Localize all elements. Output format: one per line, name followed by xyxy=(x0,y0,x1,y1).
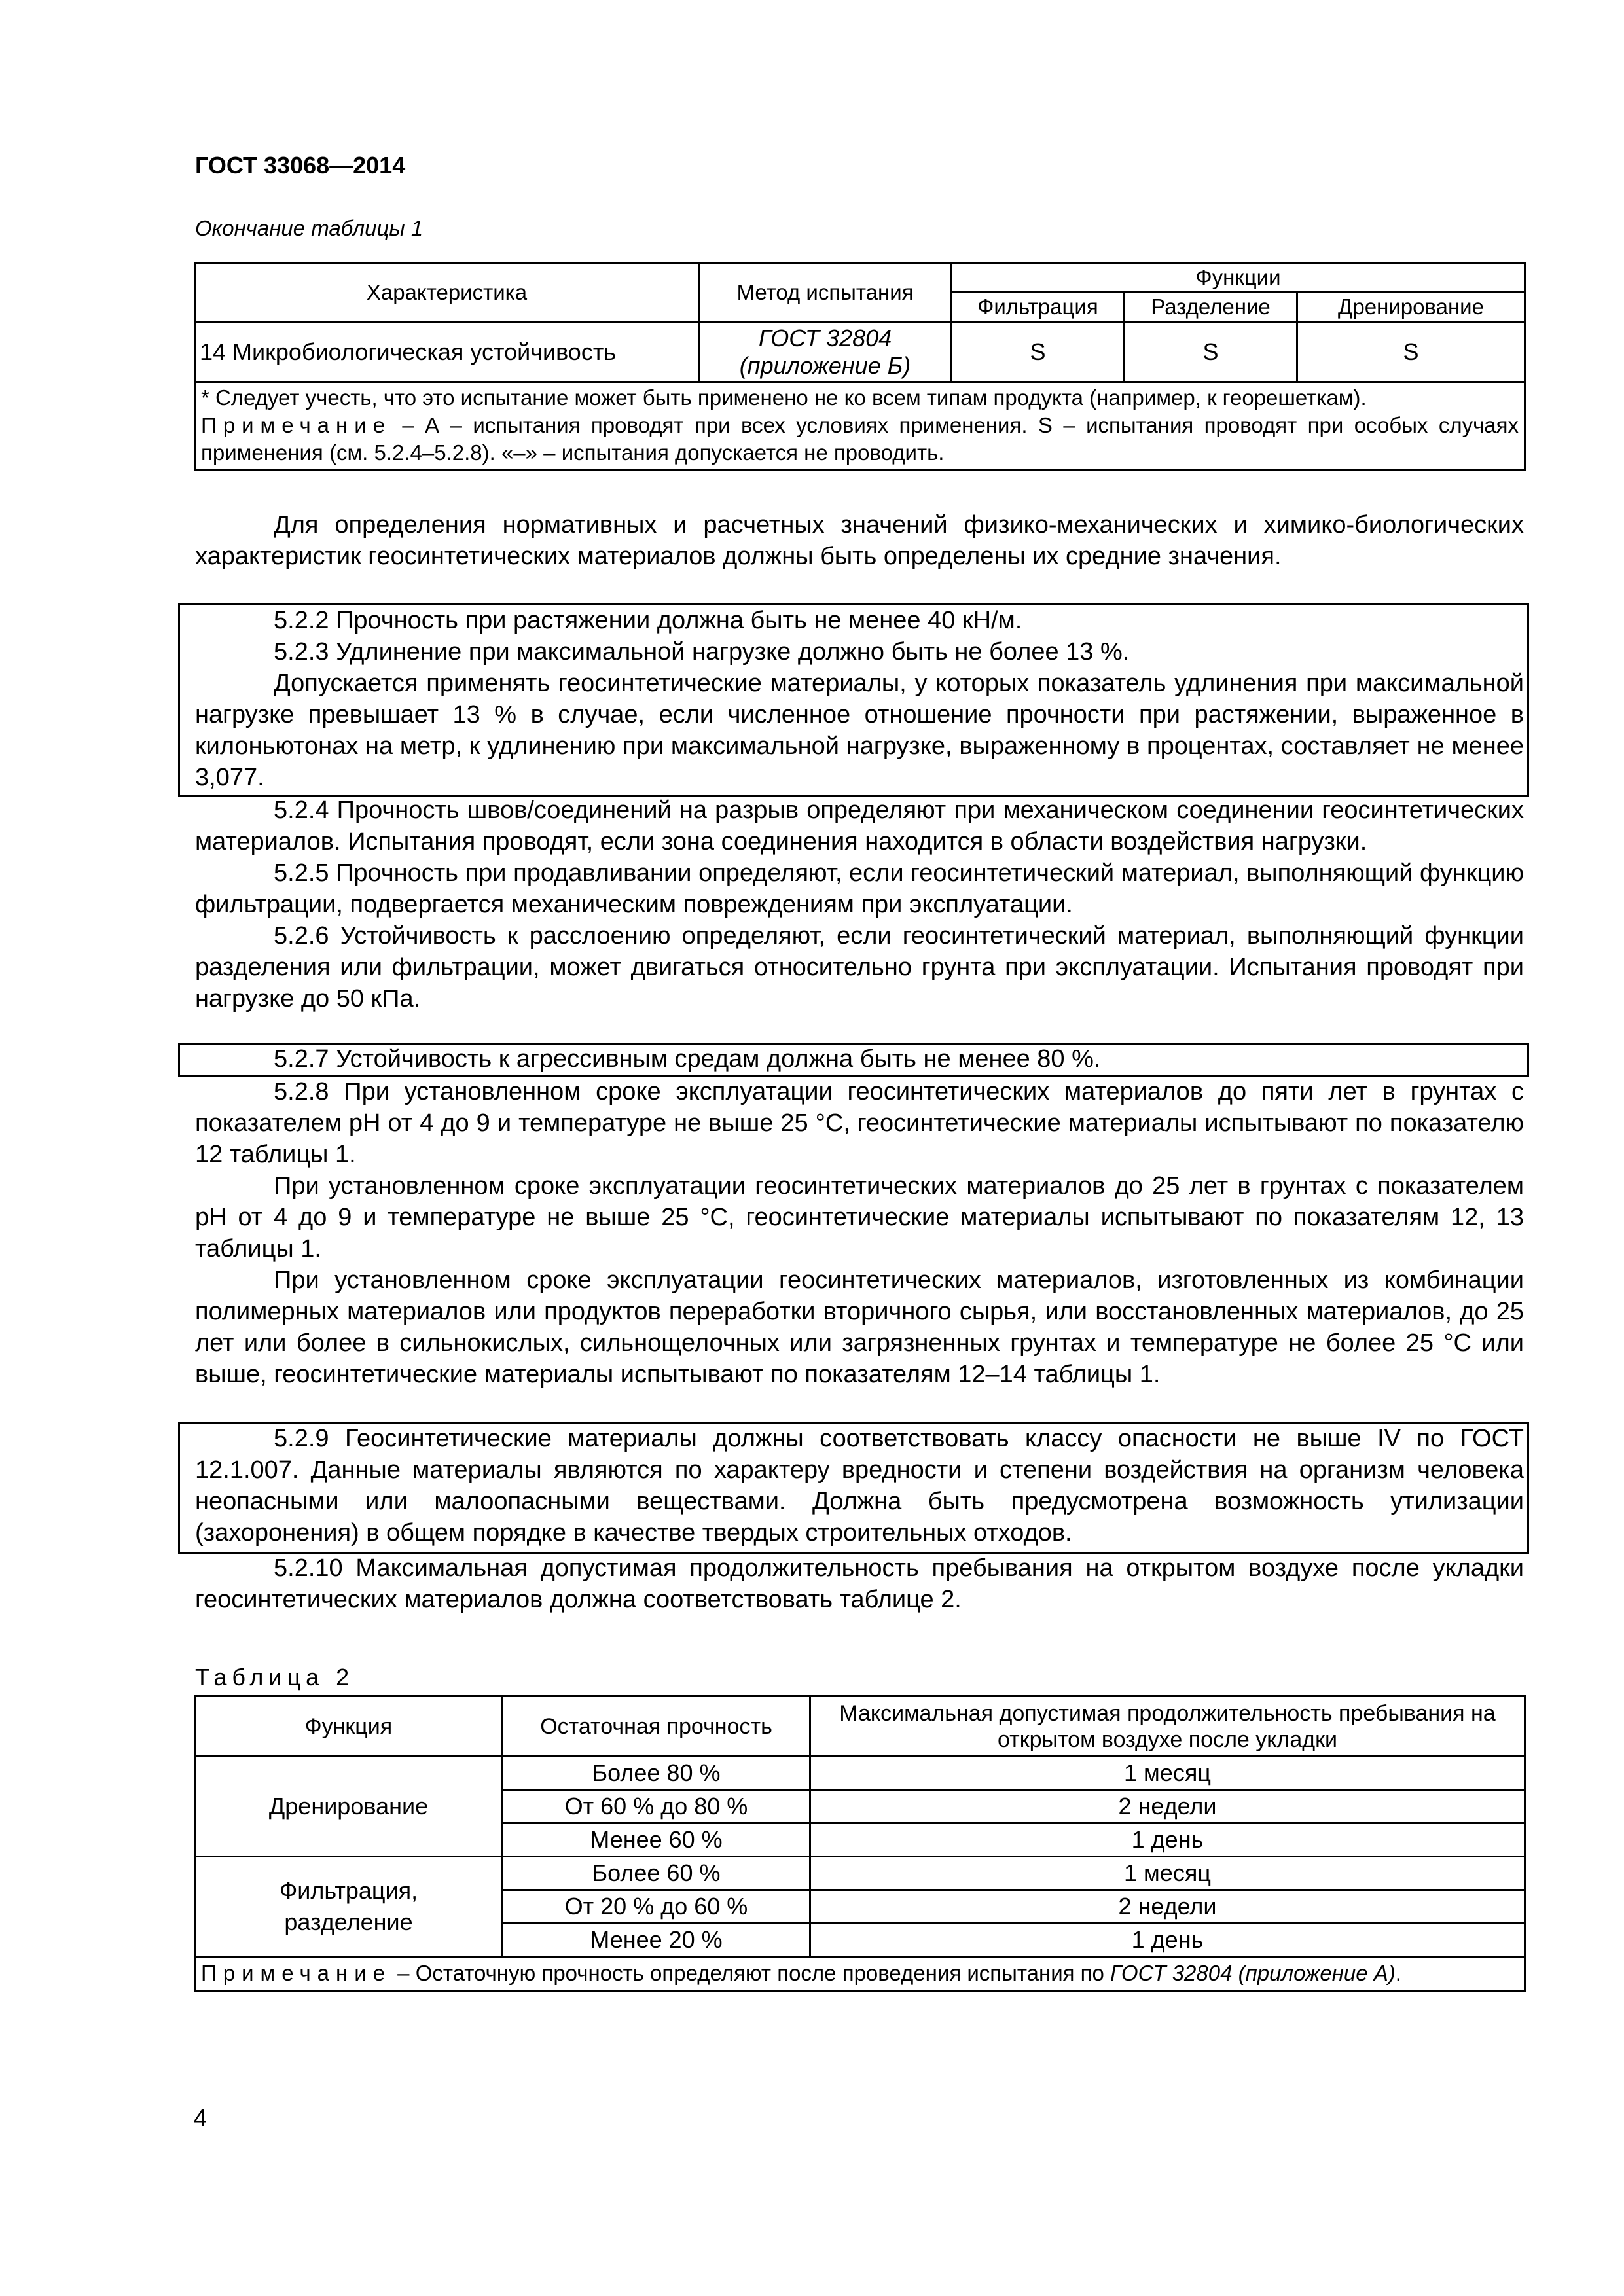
t1-notes xyxy=(195,382,1525,471)
t2-residual: От 60 % до 80 % xyxy=(503,1790,810,1823)
table1-caption: Окончание таблицы 1 xyxy=(195,216,424,240)
t1-header-method: Метод испытания xyxy=(699,263,952,322)
paragraph-5-2-5: 5.2.5 Прочность при продавливании определяют, если геосинтетический материал, выполняющий функцию фильтрации, подвергается механическим повреждениям при эксплуатации. xyxy=(195,859,1524,918)
t2-residual: Менее 20 % xyxy=(503,1924,810,1957)
paragraph-5-2-8b: При установленном сроке эксплуатации геосинтетических материалов до 25 лет в грунтах с показателем рН от 4 до 9 и температуре не выше 25 °С, геосинтетические материалы испытывают по показателям 12, 13 таблицы 1. xyxy=(195,1172,1524,1263)
section-528 xyxy=(195,1076,1524,1390)
paragraph-5-2-10: 5.2.10 Максимальная допустимая продолжительность пребывания на открытом воздухе после укладки геосинтетических материалов должна соответствовать таблице 2. xyxy=(195,1554,1524,1613)
t2-duration: 1 месяц xyxy=(810,1857,1525,1890)
paragraph-5-2-8: 5.2.8 При установленном сроке эксплуатации геосинтетических материалов до пяти лет в грунтах с показателем рН от 4 до 9 и температуре не выше 25 °С, геосинтетические материалы испытывают по показателю 12 таблицы 1. xyxy=(195,1078,1524,1168)
t2-duration: 1 день xyxy=(810,1924,1525,1957)
t1-row-characteristic: 14 Микробиологическая устойчивость xyxy=(195,322,699,382)
t1-header-filtration: Фильтрация xyxy=(952,293,1125,322)
t2-note xyxy=(195,1957,1525,1992)
t1-row-separation: S xyxy=(1125,322,1297,382)
paragraph-5-2-3b: Допускается применять геосинтетические материалы, у которых показатель удлинения при максимальной нагрузке превышает 13 % в случае, если численное отношение прочности при растяжении, выраженное в килоньютонах на метр, к удлинению при максимальной нагрузке, выраженному в процентах, составляет не менее 3,077. xyxy=(195,670,1524,791)
table2-caption: Таблица 2 xyxy=(195,1664,355,1691)
table-row xyxy=(195,1857,1525,1890)
t2-header-duration: Максимальная допустимая продолжительность пребывания на открытом воздухе после укладки xyxy=(810,1696,1525,1757)
paragraph-5-2-4: 5.2.4 Прочность швов/соединений на разрыв определяют при механическом соединении геосинтетических материалов. Испытания проводят, если зона соединения находится в области воздействия нагрузки. xyxy=(195,797,1524,855)
table-1-end xyxy=(194,262,1526,471)
section-524-526 xyxy=(195,795,1524,1014)
t2-duration: 1 месяц xyxy=(810,1757,1525,1790)
section-5210 xyxy=(195,1552,1524,1615)
table-2 xyxy=(194,1695,1526,1992)
t2-header-function: Функция xyxy=(195,1696,503,1757)
paragraph-5-2-8c: При установленном сроке эксплуатации геосинтетических материалов, изготовленных из комбинации полимерных материалов или продуктов переработки вторичного сырья, или восстановленных материалов, до 25 лет или более в сильнокислых, сильнощелочных или загрязненных грунтах и температуре не более 25 °С или выше, геосинтетические материалы испытывают по показателям 12–14 таблицы 1. xyxy=(195,1266,1524,1388)
t1-header-functions: Функции xyxy=(952,263,1525,293)
t1-row-method xyxy=(699,322,952,382)
t1-note-label: Примечание xyxy=(201,413,392,437)
paragraph-5-2-3: 5.2.3 Удлинение при максимальной нагрузке должно быть не более 13 %. xyxy=(274,638,1130,666)
t1-note xyxy=(201,412,1519,467)
t1-row-method-line1: ГОСТ 32804 xyxy=(758,324,892,351)
t2-note-label: Примечание xyxy=(201,1961,392,1985)
t1-header-drainage: Дренирование xyxy=(1297,293,1525,322)
t2-note-text: – Остаточную прочность определяют после проведения испытания по xyxy=(391,1961,1111,1985)
t2-residual: Менее 60 % xyxy=(503,1823,810,1857)
t1-row-method-line2: (приложение Б) xyxy=(739,351,911,379)
t1-row-filtration: S xyxy=(952,322,1125,382)
paragraph-5-2-9: 5.2.9 Геосинтетические материалы должны соответствовать классу опасности не выше IV по ГОСТ 12.1.007. Данные материалы являются по характеру вредности и степени воздействия на организм человека неопасными или малоопасными веществами. Должна быть предусмотрена возможность утилизации (захоронения) в общем порядке в качестве твердых строительных отходов. xyxy=(195,1425,1524,1547)
t2-duration: 2 недели xyxy=(810,1890,1525,1924)
t2-residual: Более 60 % xyxy=(503,1857,810,1890)
section-527 xyxy=(195,1043,1524,1075)
t2-function-filtration: Фильтрация, разделение xyxy=(195,1857,503,1957)
paragraph-5-2-2: 5.2.2 Прочность при растяжении должна быть не менее 40 кН/м. xyxy=(274,607,1022,634)
t1-row-drainage: S xyxy=(1297,322,1525,382)
section-529 xyxy=(195,1423,1524,1549)
t2-residual: От 20 % до 60 % xyxy=(503,1890,810,1924)
t2-duration: 1 день xyxy=(810,1823,1525,1857)
page-number: 4 xyxy=(194,2104,208,2131)
t1-note-text: – А – испытания проводят при всех условиях применения. S – испытания проводят при особых случаях применения (см. 5.2.4–5.2.8). «–» – испытания допускается не проводить. xyxy=(201,413,1519,465)
paragraph-intro: Для определения нормативных и расчетных значений физико-механических и химико-биологических характеристик геосинтетических материалов должны быть определены их средние значения. xyxy=(195,511,1524,570)
t2-duration: 2 недели xyxy=(810,1790,1525,1823)
paragraph-5-2-6: 5.2.6 Устойчивость к расслоению определяют, если геосинтетический материал, выполняющий функции разделения или фильтрации, может двигаться относительно грунта при эксплуатации. Испытания проводят при нагрузке до 50 кПа. xyxy=(195,922,1524,1013)
table-row xyxy=(195,1757,1525,1790)
t2-function-drainage: Дренирование xyxy=(195,1757,503,1857)
paragraph-intro-block xyxy=(195,509,1524,572)
t1-footnote: * Следует учесть, что это испытание может быть применено не ко всем типам продукта (например, к георешеткам). xyxy=(201,386,1367,410)
t2-header-residual: Остаточная прочность xyxy=(503,1696,810,1757)
t2-residual: Более 80 % xyxy=(503,1757,810,1790)
t1-header-characteristic: Характеристика xyxy=(195,263,699,322)
section-522-523 xyxy=(195,605,1524,793)
paragraph-5-2-7: 5.2.7 Устойчивость к агрессивным средам должна быть не менее 80 %. xyxy=(274,1045,1101,1073)
t2-note-ref: ГОСТ 32804 (приложение А) xyxy=(1110,1961,1396,1985)
t2-note-end: . xyxy=(1395,1961,1401,1985)
t1-header-separation: Разделение xyxy=(1125,293,1297,322)
document-header: ГОСТ 33068—2014 xyxy=(195,152,406,179)
